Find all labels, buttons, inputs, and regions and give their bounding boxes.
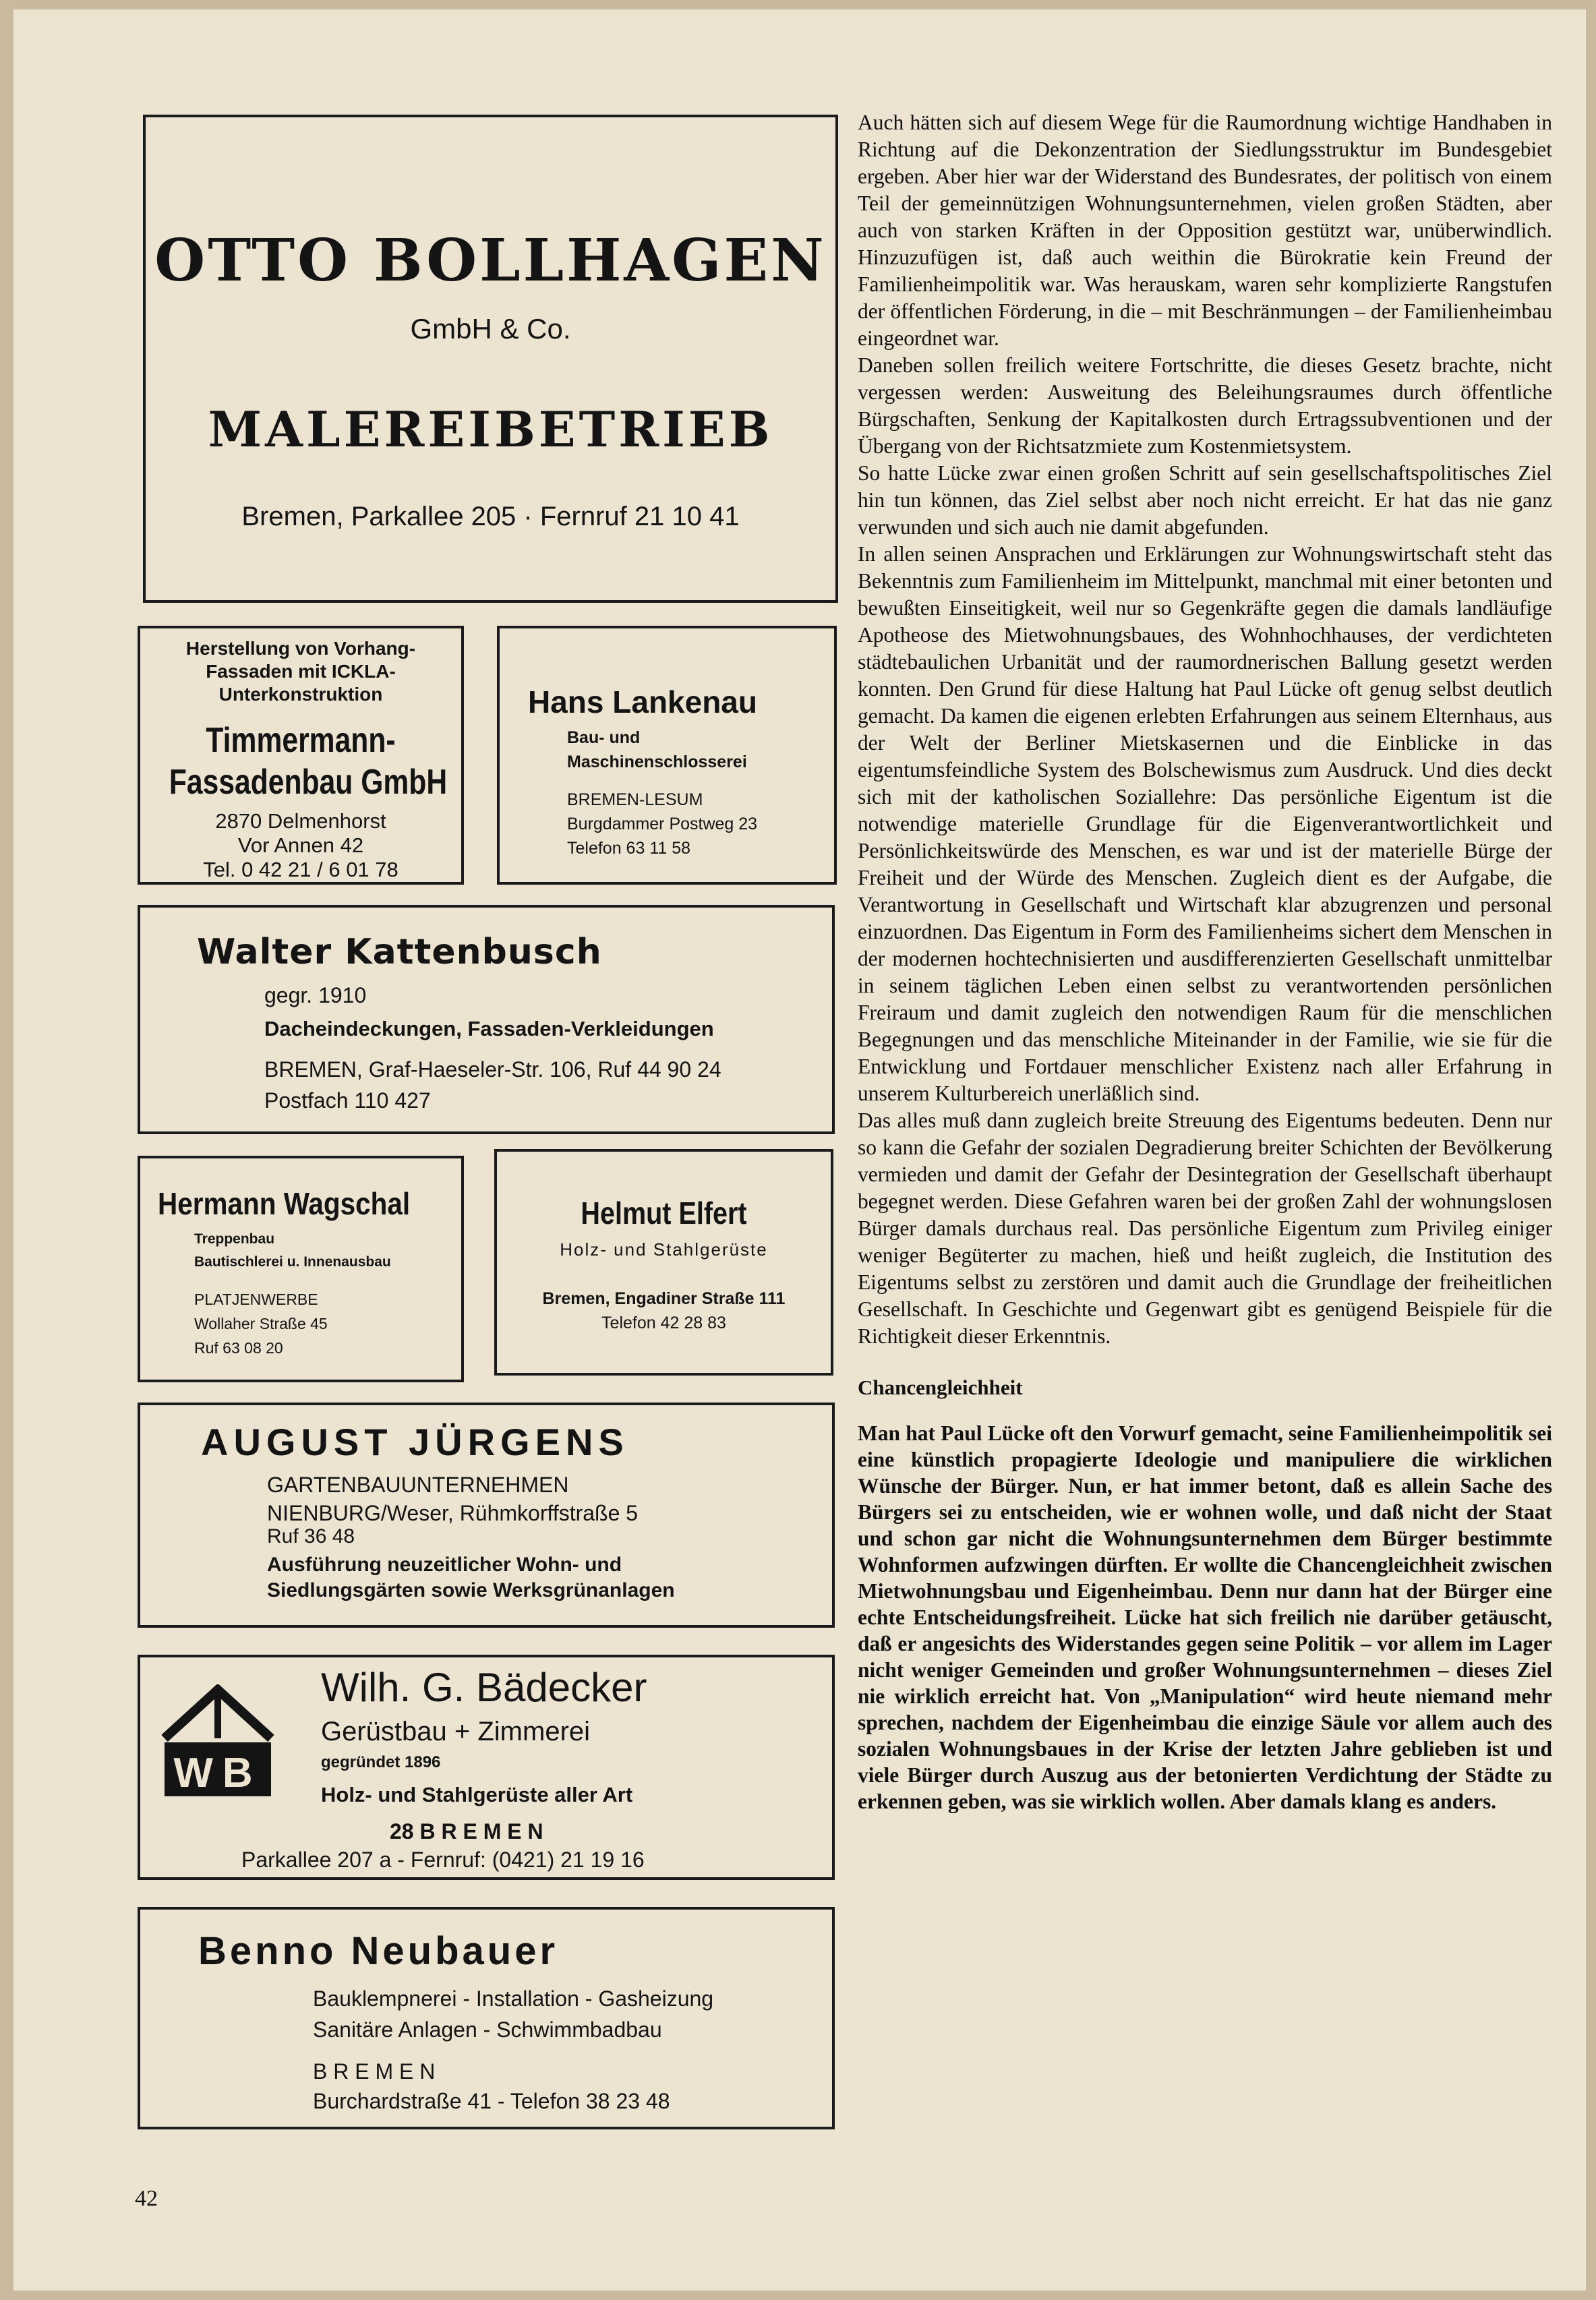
ad-bollhagen-name: OTTO BOLLHAGEN — [154, 227, 827, 295]
ad-bollhagen-trade: MALEREIBETRIEB — [208, 401, 773, 458]
ad-neubauer-trade1: Bauklempnerei - Installation - Gasheizung — [313, 1986, 714, 2011]
ad-timmermann-city: 2870 Delmenhorst — [215, 809, 386, 833]
ad-kattenbusch-founded: gegr. 1910 — [264, 983, 367, 1007]
article-column — [858, 109, 1552, 1815]
ad-lankenau-tel: Telefon 63 11 58 — [567, 839, 691, 858]
ad-timmermann-line3: Unterkonstruktion — [218, 684, 383, 705]
ad-timmermann-name1: Timmermann- — [206, 721, 396, 760]
ad-timmermann — [138, 626, 464, 885]
ad-lankenau-trade2: Maschinenschlosserei — [567, 753, 747, 771]
page-number: 42 — [135, 2186, 158, 2211]
ad-neubauer-city: B R E M E N — [313, 2059, 436, 2084]
ad-wagschal-street2: Wollaher Straße 45 — [194, 1315, 328, 1332]
ad-wagschal-tel: Ruf 63 08 20 — [194, 1339, 283, 1357]
ad-neubauer-address: Burchardstraße 41 - Telefon 38 23 48 — [313, 2089, 670, 2113]
ad-baedecker-service: Holz- und Stahlgerüste aller Art — [321, 1783, 633, 1806]
ad-juergens-trade: GARTENBAUUNTERNEHMEN — [267, 1473, 569, 1497]
ad-baedecker-name: Wilh. G. Bädecker — [321, 1665, 647, 1710]
ad-lankenau-trade1: Bau- und — [567, 728, 641, 747]
ad-elfert-trade: Holz- und Stahlgerüste — [560, 1239, 768, 1260]
article-bold-paragraph: Man hat Paul Lücke oft den Vorwurf gemacht, seine Familienheimpolitik sei eine künstlich propagierte Ideologie und manipuliere die wirklichen Wünsche der Bürger. Nun, er hat immer betont, daß es allein Sache des Bürgers sei zu entscheiden, wie er wohnen wolle, und daß nicht der Staat und schon gar nicht die Wohnungsunternehmen dem Bürger bestimmte Wohnformen aufzwingen dürften. Er wollte die Chancengleichheit zwischen Mietwohnungsbau und Eigenheimbau. Denn nur dann hat der Bürger eine echte Entscheidungsfreiheit. Lücke hat sich freilich nie darüber getäuscht, daß er angesichts des Widerstandes gegen seine Politik – vor allem im Lager nicht weniger Gemeinden und großer Wohnungsunternehmen – dieses Ziel nie wirklich erreicht hat. Von „Manipulation“ wird heute niemand mehr sprechen, nachdem der Eigenheimbau die einzige Säule vor allem auch des sozialen Wohnungsbaues in der Krise der letzten Jahre geblieben ist und viele Bürger durch Auszug aus der betonierten Verdichtung der Städte zu erkennen geben, was sie wirklich wollen. Aber damals klang es anders. — [858, 1421, 1552, 1813]
article-paragraph: Daneben sollen freilich weitere Fortschritte, die dieses Gesetz brachte, nicht vergessen werden: Ausweitung des Beleihungsraumes durch öffentliche Bürgschaften, Senkung der Kapitalkosten durch Ertragssubventionen und der Übergang von der Richtsatzmiete zum Kostenmietsystem. — [858, 353, 1552, 458]
ad-wagschal — [138, 1156, 464, 1382]
article-paragraph: So hatte Lücke zwar einen großen Schritt auf sein gesellschaftspolitisches Ziel hin tun können, das Ziel selbst aber noch nicht erreicht. Er hat das nie ganz verwunden und sich auch nie damit abgefunden. — [858, 461, 1552, 539]
ad-kattenbusch-trade: Dacheindeckungen, Fassaden-Verkleidungen — [264, 1017, 714, 1040]
article-paragraph: In allen seinen Ansprachen und Erklärungen zur Wohnungswirtschaft steht das Bekenntnis zum Familienheim im Mittelpunkt, manchmal mit einer betonten und bewußten Einseitigkeit, weil nur so Gegenkräfte gegen die damals landläufige Apotheose des Mietwohnungsbaues, des Wohnhochhauses, der verdichteten städtebaulichen Urbanität und der raumordnerischen Ballung gesetzt werden konnten. Den Grund für diese Haltung hat Paul Lücke oft genug selbst deutlich gemacht. Da kamen die eigenen erlebten Erfahrungen aus seinem Elternhaus, aus der Welt der Berliner Mietskasernen und die Einblicke in das eigentumsfeindliche System des Bolschewismus zum Ausdruck. Und dies deckt sich mit der katholischen Soziallehre: Das persönliche Eigentum ist die notwendige materielle Grundlage für die Eigenverantwortlichkeit und Persönlichkeitswürde des Menschen, es war und ist der materielle Bürge der Freiheit und der Würde des Menschen. Zugleich dient es der Aufgabe, die Verantwortung in Gesellschaft und Wirtschaft klar abzugrenzen und personal einzuordnen. Das Eigentum in Form des Familienheims sichert dem Menschen in der modernen hochtechnisierten und ausdifferenzierten Gesellschaft unmittelbar in seinem täglichen Leben einen selbst zu verantwortenden persönlichen Freiraum und damit zugleich den notwendigen Raum für die menschlichen Begegnungen und das menschliche Miteinander in der Familie, wie sie für die Entwicklung und Fortdauer menschlicher Existenz nach aller Erfahrung in unserem Kulturbereich unerläßlich sind. — [858, 542, 1552, 1105]
ad-bollhagen-form: GmbH & Co. — [410, 313, 571, 345]
ad-wagschal-trade2: Bautischlerei u. Innenausbau — [194, 1254, 391, 1270]
ad-juergens-service2: Siedlungsgärten sowie Werksgrünanlagen — [267, 1579, 675, 1601]
ad-kattenbusch-postbox: Postfach 110 427 — [264, 1088, 431, 1113]
ad-juergens — [138, 1403, 835, 1628]
ad-baedecker-trade: Gerüstbau + Zimmerei — [321, 1717, 591, 1746]
ad-timmermann-name2: Fassadenbau GmbH — [169, 763, 448, 802]
ad-bollhagen-address: Bremen, Parkallee 205 · Fernruf 21 10 41 — [241, 502, 740, 531]
ad-neubauer-trade2: Sanitäre Anlagen - Schwimmbadbau — [313, 2017, 662, 2042]
ad-juergens-name: AUGUST JÜRGENS — [201, 1421, 629, 1463]
ad-elfert-tel: Telefon 42 28 83 — [601, 1314, 726, 1332]
wb-logo — [160, 1684, 275, 1799]
article-paragraph: Auch hätten sich auf diesem Wege für die Raumordnung wichtige Handhaben in Richtung auf die Dekonzentration der Siedlungsstruktur im Bundesgebiet ergeben. Aber hier war der Widerstand des Bundesrates, der politisch von einem Teil der gemeinnützigen Wohnungsunternehmen, vielen großen Städten, aber auch von starken Kräften in der Opposition gestützt war, unüberwindlich. Hinzuzufügen ist, daß auch weithin die Bürokratie kein Freund der Familienheimpolitik war. Was herauskam, waren sehr komplizierte Rangstufen der öffentlichen Förderung, in die – mit Beschränmungen – der Familienheimbau eingeordnet war. — [858, 111, 1552, 350]
ad-neubauer-name: Benno Neubauer — [198, 1929, 559, 1973]
ad-baedecker-address: Parkallee 207 a - Fernruf: (0421) 21 19 16 — [241, 1848, 645, 1872]
ad-timmermann-line1: Herstellung von Vorhang- — [185, 638, 416, 659]
ad-lankenau-name: Hans Lankenau — [528, 684, 757, 719]
magazine-page — [13, 9, 1586, 2291]
wb-logo-text: WB — [173, 1750, 262, 1796]
ad-juergens-tel: Ruf 36 48 — [267, 1525, 355, 1547]
ad-baedecker-city: 28 B R E M E N — [390, 1819, 543, 1844]
ad-kattenbusch-address: BREMEN, Graf-Haeseler-Str. 106, Ruf 44 90 24 — [264, 1057, 721, 1082]
ad-wagschal-name: Hermann Wagschal — [158, 1186, 411, 1221]
ad-lankenau — [497, 626, 837, 885]
ad-lankenau-city: BREMEN-LESUM — [567, 790, 703, 809]
ad-timmermann-tel: Tel. 0 42 21 / 6 01 78 — [203, 858, 398, 881]
ad-wagschal-street1: PLATJENWERBE — [194, 1291, 318, 1308]
ad-kattenbusch-name: Walter Kattenbusch — [197, 932, 602, 972]
ad-juergens-address: NIENBURG/Weser, Rühmkorffstraße 5 — [267, 1501, 639, 1525]
ad-lankenau-street: Burgdammer Postweg 23 — [567, 815, 758, 833]
ad-elfert — [494, 1149, 833, 1376]
ad-timmermann-street: Vor Annen 42 — [237, 833, 364, 857]
ad-baedecker — [138, 1655, 835, 1880]
article-paragraph: Das alles muß dann zugleich breite Streuung des Eigentums bedeuten. Denn nur so kann die Gefahr der sozialen Degradierung breiter Schichten der Bevölkerung vermieden und damit der Gefahr der Desintegration der Gesellschaft überhaupt begegnet werden. Diese Gefahren waren bei der großen Zahl der wohnungslosen Bürger damals durchaus real. Das persönliche Eigentum zum Privileg einiger weniger Begüterter zu machen, hieß und heißt zugleich, die Institution des Eigentums selbst zu zerstören und damit auch die Grundlage der freiheitlichen Gesellschaft. In Geschichte und Gegenwart gibt es genügend Beispiele für die Richtigkeit dieser Erkenntnis. — [858, 1109, 1552, 1348]
ad-wagschal-trade1: Treppenbau — [194, 1231, 275, 1247]
ad-bollhagen — [143, 115, 838, 603]
ad-elfert-address: Bremen, Engadiner Straße 111 — [542, 1289, 786, 1308]
ad-baedecker-founded: gegründet 1896 — [321, 1753, 441, 1771]
ad-kattenbusch — [138, 905, 835, 1134]
ad-elfert-name: Helmut Elfert — [581, 1196, 747, 1231]
article-subheading: Chancengleichheit — [858, 1376, 1023, 1399]
ad-neubauer — [138, 1907, 835, 2129]
ad-timmermann-line2: Fassaden mit ICKLA- — [206, 661, 396, 682]
ad-juergens-service1: Ausführung neuzeitlicher Wohn- und — [267, 1554, 622, 1576]
